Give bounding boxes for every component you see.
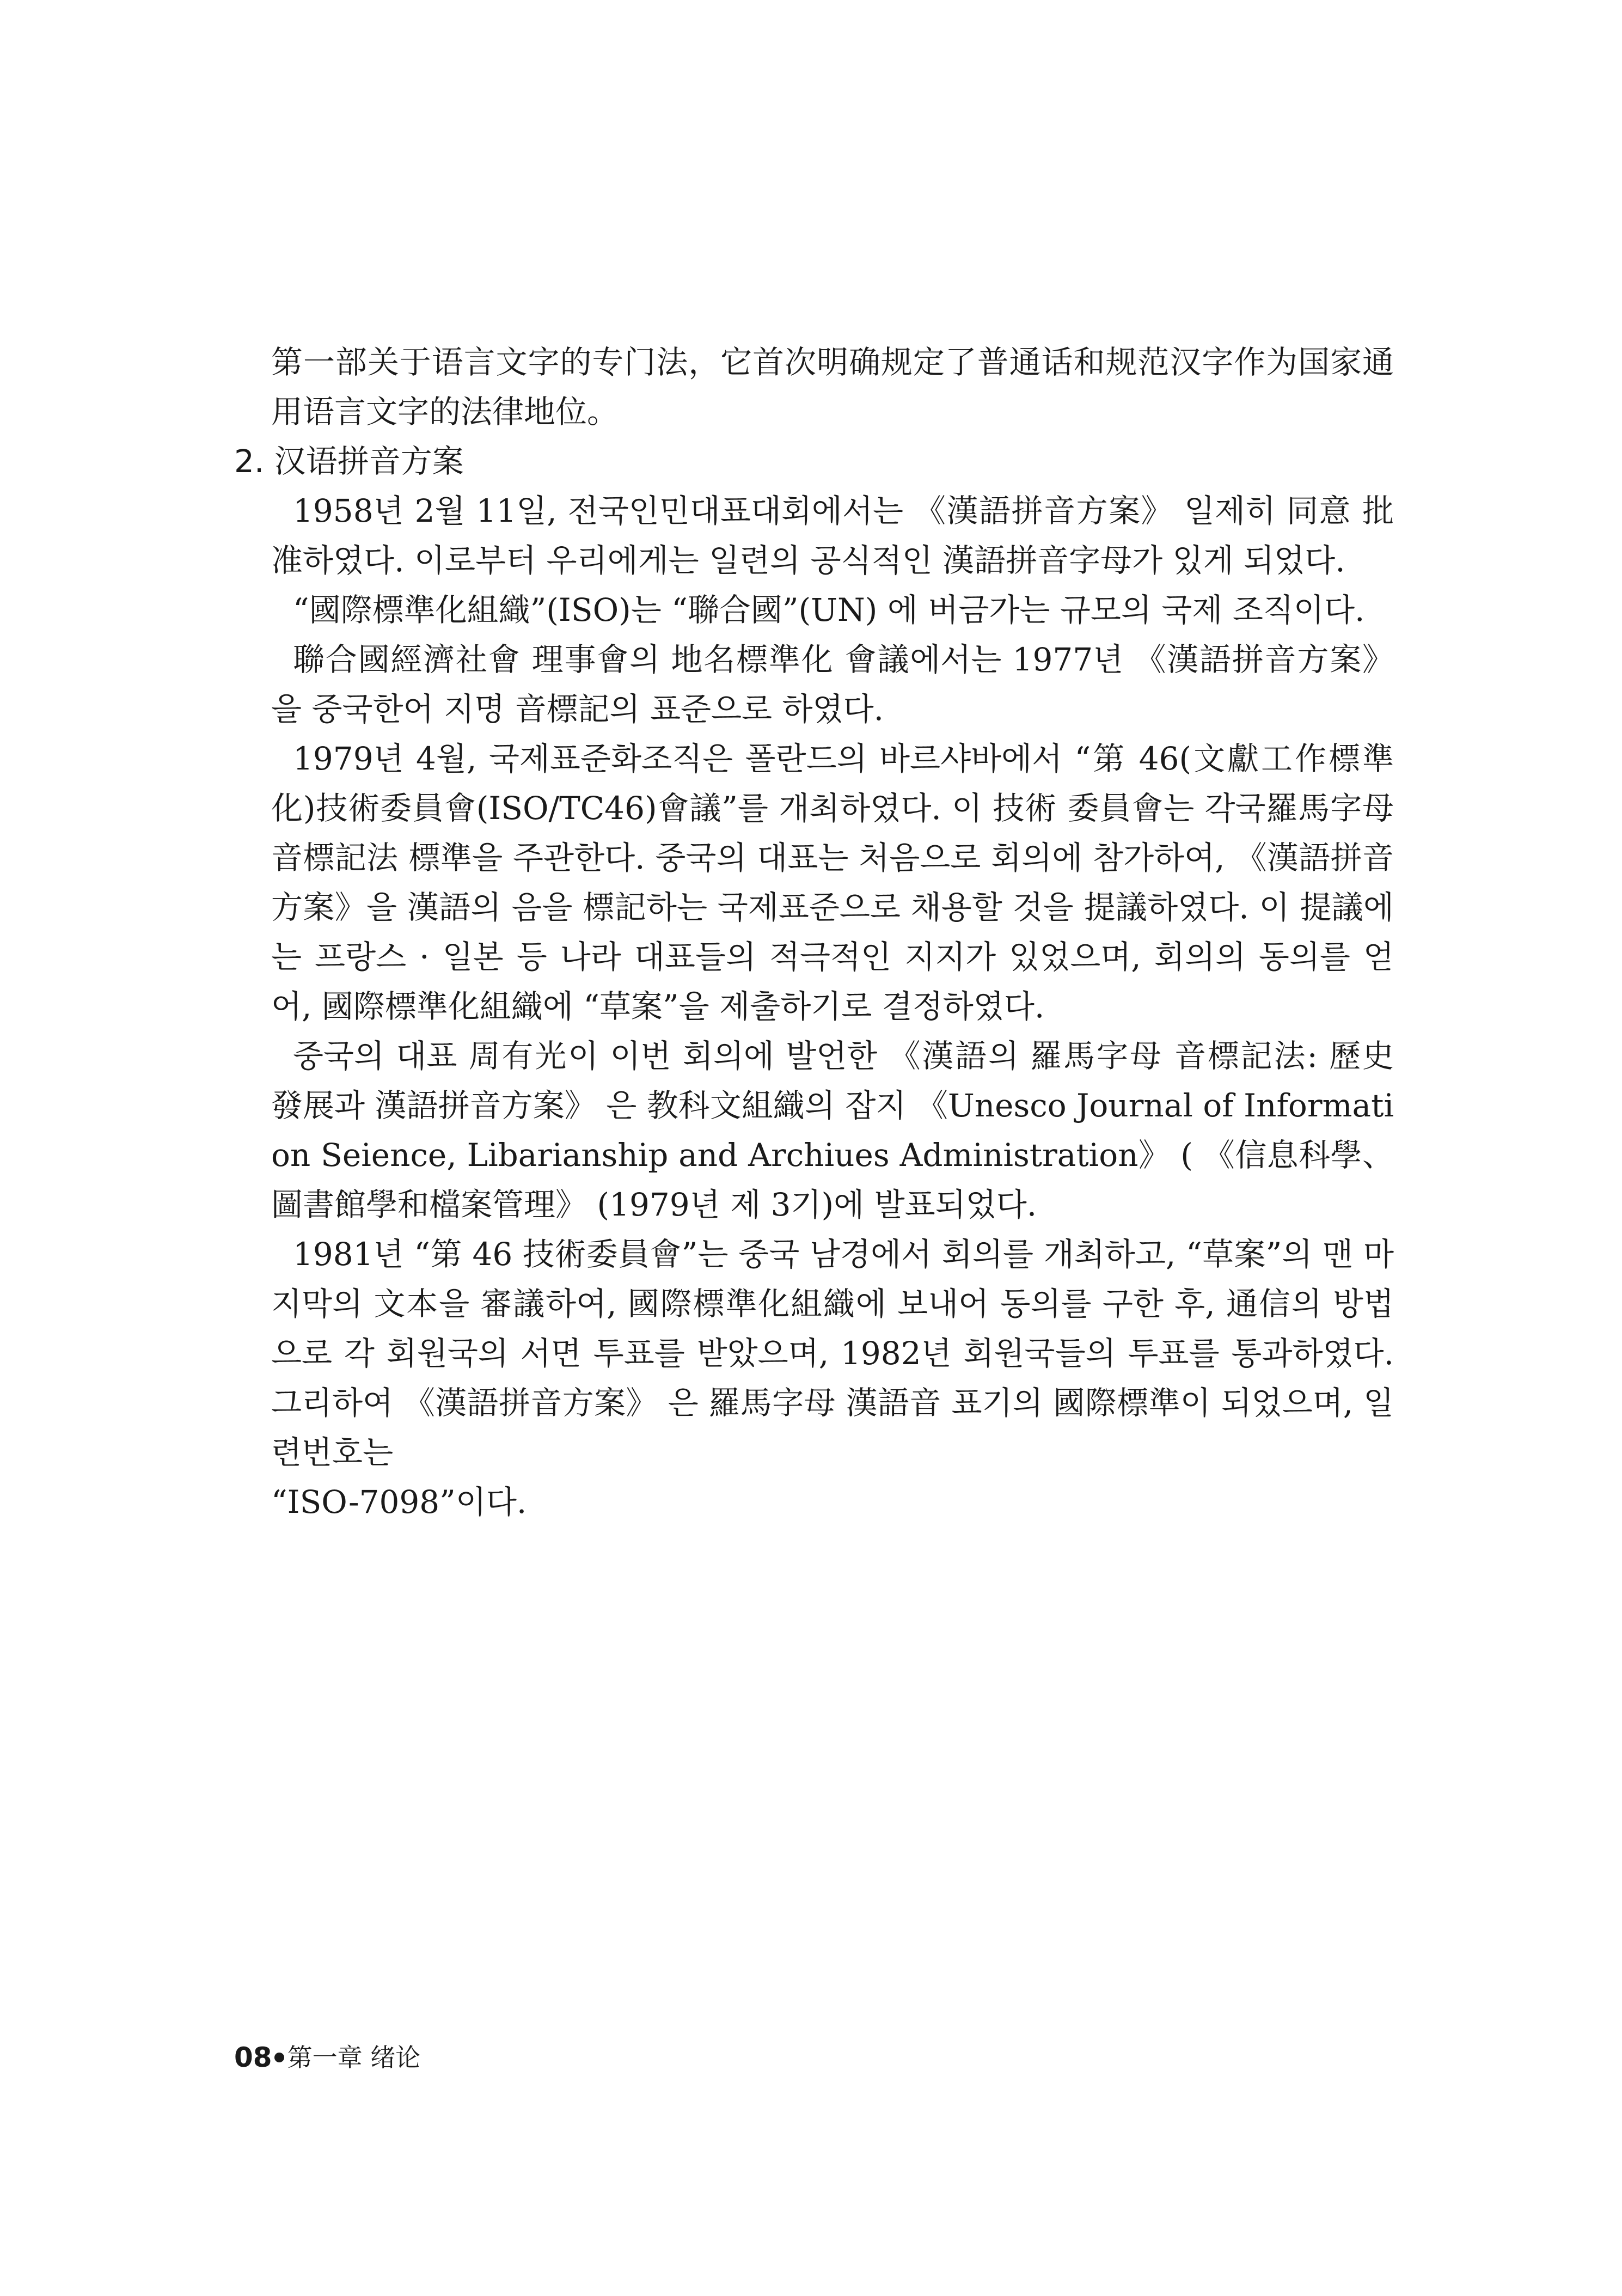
bullet-dot-icon — [274, 2053, 284, 2062]
page-footer — [234, 2041, 420, 2074]
paragraph-1981: 1981년 “第 46 技術委員會”는 중국 남경에서 회의를 개최하고, “草案”의 맨 마지막의 文本을 審議하여, 國際標準化組織에 보내어 동의를 구한 후, 通信의 방법으로 각 회원국의 서면 투표를 받았으며, 1982년 회원국들의 투표를 통과하였다. 그리하여 《漢語拼音方案》 은 羅馬字母 漢語音 표기의 國際標準이 되었으며, 일련번호는 — [271, 1236, 1394, 1471]
paragraph-iso-7098: “ISO-7098”이다. — [271, 1483, 527, 1521]
chapter-label: 第一章 绪论 — [287, 2043, 421, 2072]
intro-paragraph: 第一部关于语言文字的专门法，它首次明确规定了普通话和规范汉字作为国家通用语言文字的法律地位。 — [271, 344, 1394, 430]
paragraph-iso-definition: “國際標準化組織”(ISO)는 “聯合國”(UN) 에 버금가는 규모의 국제 조직이다. — [293, 591, 1365, 628]
section-heading: 2. 汉语拼音方案 — [234, 443, 464, 480]
paragraph-1979: 1979년 4월, 국제표준화조직은 폴란드의 바르샤바에서 “第 46(文獻工作標準化)技術委員會(ISO/TC46)會議”를 개최하였다. 이 技術 委員會는 각국羅馬字母 音標記法 標準을 주관한다. 중국의 대표는 처음으로 회의에 참가하여, 《漢語拼音方案》을 漢語의 음을 標記하는 국제표준으로 채용할 것을 提議하였다. 이 提議에는 프랑스 · 일본 등 나라 대표들의 적극적인 지지가 있었으며, 회의의 동의를 얻어, 國際標準化組織에 “草案”을 제출하기로 결정하였다. — [271, 740, 1394, 1025]
paragraph-1958: 1958년 2월 11일, 전국인민대표대회에서는 《漢語拼音方案》 일제히 同意 批准하였다. 이로부터 우리에게는 일련의 공식적인 漢語拼音字母가 있게 되었다. — [271, 492, 1394, 579]
page-number: 08 — [234, 2042, 272, 2073]
paragraph-zhou-youguang: 중국의 대표 周有光이 이번 회의에 발언한 《漢語의 羅馬字母 音標記法: 歷史 發展과 漢語拼音方案》 은 教科文組織의 잡지 《Unesco Journal of Information Seience, Libarianship and Archiues Administration》 ( 《信息科學、圖書館學和檔案管理》 (1979년 제 3기)에 발표되었다. — [271, 1037, 1394, 1223]
paragraph-1977: 聯合國經濟社會 理事會의 地名標準化 會議에서는 1977년 《漢語拼音方案》 을 중국한어 지명 音標記의 표준으로 하였다. — [271, 641, 1394, 728]
body-text — [234, 338, 1394, 1527]
